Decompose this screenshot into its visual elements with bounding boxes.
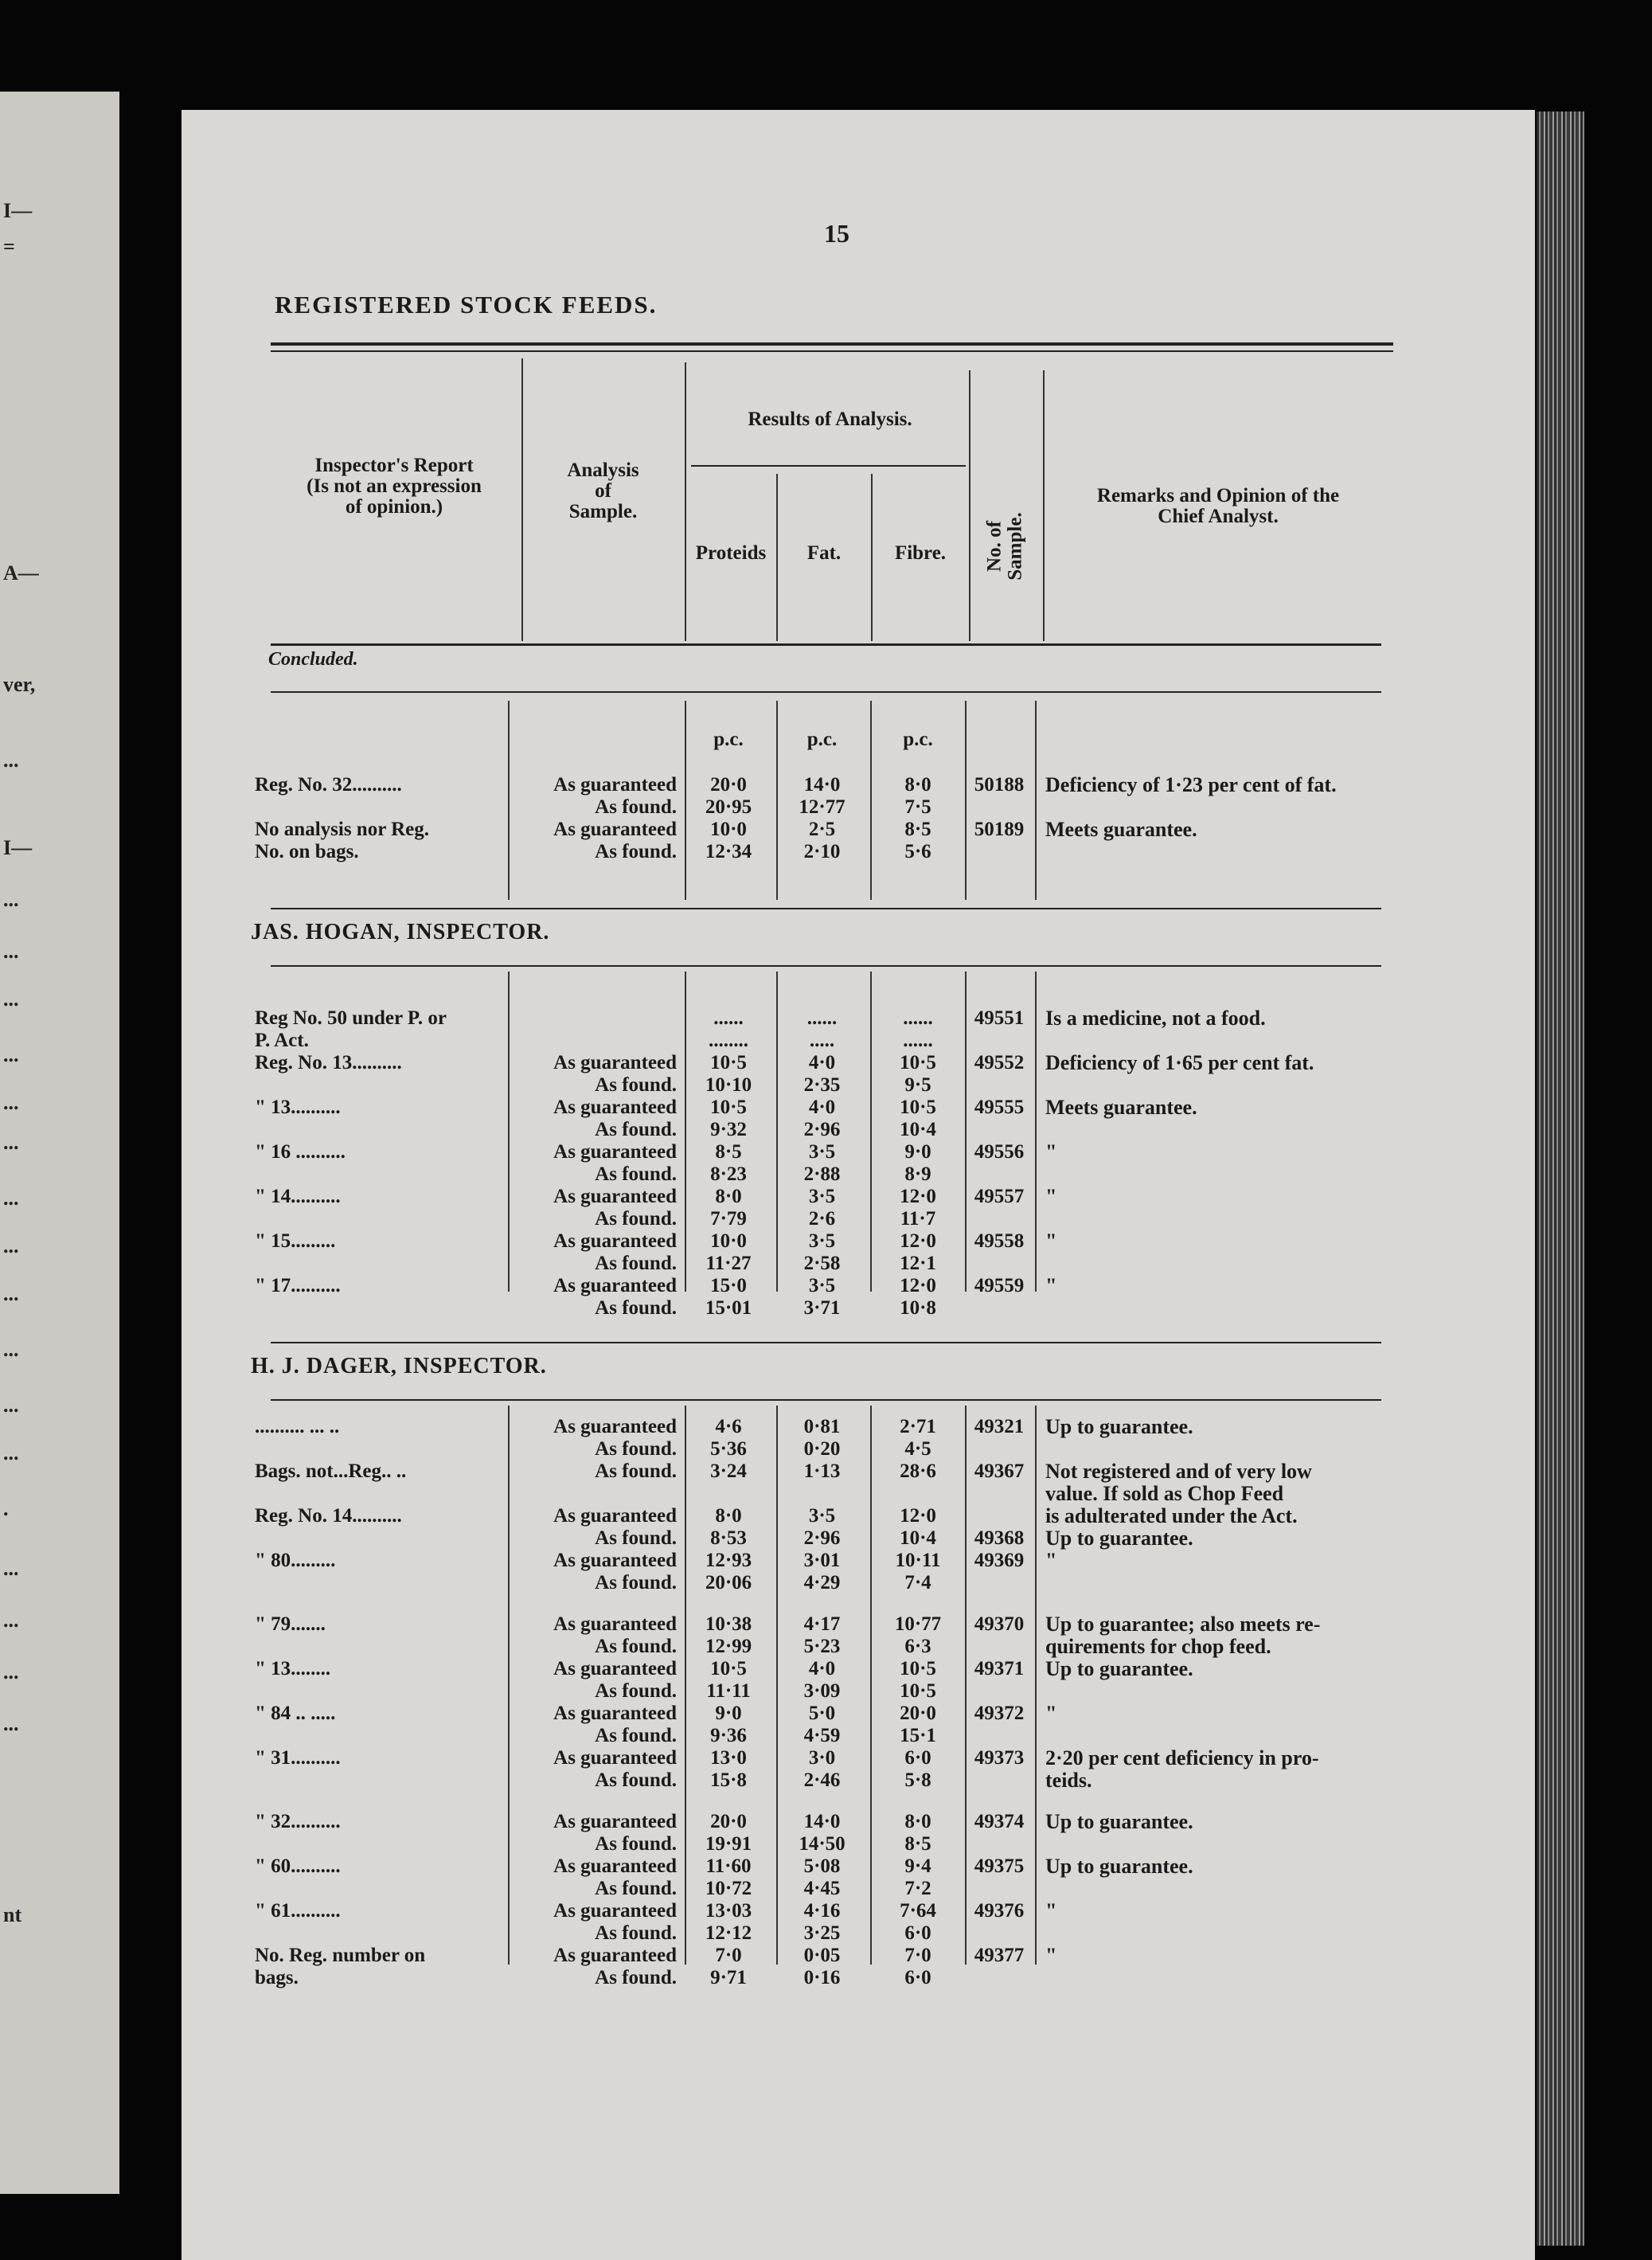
analysis-type-cell: As guaranteed <box>553 774 677 796</box>
fibre-value: 12·0 <box>900 1230 936 1252</box>
proteids-value: 9·0 <box>715 1703 742 1724</box>
proteids-value: 11·27 <box>705 1253 752 1274</box>
proteids-value: ........ <box>709 1030 748 1051</box>
remarks-cell: Not registered and of very low <box>1045 1460 1312 1483</box>
fat-value: 3·5 <box>808 1141 836 1163</box>
fat-value: 4·0 <box>808 1052 836 1073</box>
fibre-value: 8·9 <box>904 1163 931 1185</box>
fibre-value: 2·71 <box>900 1416 936 1437</box>
sample-number: 49376 <box>974 1900 1025 1922</box>
fibre-value: 11·7 <box>900 1208 936 1230</box>
section-heading: H. J. DAGER, INSPECTOR. <box>251 1354 547 1378</box>
facing-page-fragment: nt <box>3 1903 22 1926</box>
remarks-cell: Up to guarantee. <box>1045 1415 1193 1438</box>
inspector-report-cell: " 14.......... <box>255 1186 341 1207</box>
proteids-value: 8·0 <box>715 1505 742 1527</box>
analysis-type-cell: As found. <box>595 1297 677 1319</box>
fat-value: 3·5 <box>808 1275 836 1296</box>
fibre-value: 7·4 <box>904 1572 931 1593</box>
analysis-type-cell: As guaranteed <box>553 1550 677 1571</box>
fibre-value: 10·8 <box>900 1297 936 1319</box>
facing-page-fragment: ... <box>3 1234 19 1257</box>
sample-number: 49556 <box>974 1141 1025 1163</box>
analysis-type-cell: As guaranteed <box>553 1855 677 1877</box>
fat-value: 2·58 <box>803 1253 841 1274</box>
analysis-type-cell: As found. <box>595 1074 677 1096</box>
proteids-value: 10·5 <box>710 1052 747 1073</box>
inspector-report-cell: " 31.......... <box>255 1747 341 1769</box>
analysis-type-cell: As guaranteed <box>553 1230 677 1252</box>
proteids-value: 20·95 <box>705 796 752 818</box>
col-divider <box>1035 1406 1037 1965</box>
facing-page-fragment: . <box>3 1497 9 1520</box>
fibre-value: 8·5 <box>904 1833 931 1855</box>
fibre-value: 10·77 <box>894 1613 942 1635</box>
facing-page-fragment: ... <box>3 1609 19 1632</box>
sample-number: 49377 <box>974 1945 1025 1966</box>
inspector-report-cell: " 13.......... <box>255 1097 341 1118</box>
proteids-value: 8·53 <box>710 1527 747 1549</box>
fibre-value: 5·6 <box>904 841 931 862</box>
fat-value: 3·5 <box>808 1505 836 1527</box>
proteids-value: 10·38 <box>705 1613 752 1635</box>
proteids-value: 20·06 <box>705 1572 752 1593</box>
fibre-value: 10·5 <box>900 1097 936 1118</box>
header-inspector-report: Inspector's Report (Is not an expression of opinion.) <box>307 455 482 518</box>
remarks-cell: Deficiency of 1·23 per cent of fat. <box>1045 773 1337 796</box>
proteids-value: 13·0 <box>710 1747 747 1769</box>
inspector-report-cell: Reg. No. 32.......... <box>255 774 402 796</box>
proteids-value: 9·71 <box>710 1967 747 1988</box>
fibre-value: 8·5 <box>904 819 931 840</box>
remarks-cell: Up to guarantee. <box>1045 1527 1193 1550</box>
remarks-cell: value. If sold as Chop Feed <box>1045 1482 1284 1505</box>
inspector-report-cell: No analysis nor Reg. <box>255 819 430 840</box>
sample-number: 49375 <box>974 1855 1025 1877</box>
fibre-value: 4·5 <box>904 1438 931 1460</box>
sample-number: 49369 <box>974 1550 1025 1571</box>
header-fat: Fat. <box>806 542 842 564</box>
fat-value: 2·6 <box>808 1208 836 1230</box>
analysis-type-cell: As guaranteed <box>553 1505 677 1527</box>
proteids-value: 10·0 <box>710 819 747 840</box>
proteids-value: 8·5 <box>715 1141 742 1163</box>
fat-value: 3·01 <box>803 1550 841 1571</box>
facing-page-fragment: ... <box>3 940 19 963</box>
proteids-value: 11·60 <box>705 1855 752 1877</box>
fibre-value: 6·0 <box>904 1922 931 1944</box>
page-number: 15 <box>824 219 849 248</box>
sample-number: 49557 <box>974 1186 1025 1207</box>
section-rule <box>271 908 1381 909</box>
inspector-report-cell: bags. <box>255 1967 299 1988</box>
col-divider <box>521 358 523 641</box>
sample-number: 49367 <box>974 1460 1025 1482</box>
analysis-type-cell: As found. <box>595 841 677 862</box>
header-remarks: Remarks and Opinion of the Chief Analyst. <box>1096 485 1340 527</box>
sample-number: 49373 <box>974 1747 1025 1769</box>
remarks-cell: teids. <box>1045 1769 1092 1792</box>
header-results: Results of Analysis. <box>748 409 912 430</box>
facing-page-fragment: ... <box>3 1557 19 1580</box>
fat-value: 14·0 <box>803 1811 841 1832</box>
fibre-value: 7·0 <box>904 1945 931 1966</box>
fibre-value: 10·4 <box>900 1527 936 1549</box>
col-divider <box>776 474 778 641</box>
sample-number: 49371 <box>974 1658 1025 1679</box>
proteids-value: 9·32 <box>710 1119 747 1140</box>
analysis-type-cell: As guaranteed <box>553 1275 677 1296</box>
remarks-cell: " <box>1045 1899 1057 1922</box>
facing-page-fragment: ... <box>3 1282 19 1305</box>
proteids-value: 10·72 <box>705 1878 752 1899</box>
header-bottom-rule <box>271 643 1381 646</box>
facing-page-fragment: I— <box>3 199 33 222</box>
inspector-report-cell: Reg. No. 13.......... <box>255 1052 402 1073</box>
remarks-cell: 2·20 per cent deficiency in pro- <box>1045 1746 1319 1769</box>
sample-number: 49552 <box>974 1052 1025 1073</box>
fat-value: 14·50 <box>799 1833 846 1855</box>
fat-value: 2·88 <box>803 1163 841 1185</box>
concluded-label: Concluded. <box>268 649 358 670</box>
header-top-rule <box>271 342 1393 346</box>
fat-value: 2·96 <box>803 1119 841 1140</box>
remarks-cell: Deficiency of 1·65 per cent fat. <box>1045 1051 1314 1074</box>
facing-page-fragment: ... <box>3 1441 19 1464</box>
sample-number: 49370 <box>974 1613 1025 1635</box>
proteids-value: 12·34 <box>705 841 752 862</box>
fibre-value: 9·5 <box>904 1074 931 1096</box>
fibre-value: 5·8 <box>904 1769 931 1791</box>
sample-number: 49551 <box>974 1007 1025 1029</box>
inspector-report-cell: " 80......... <box>255 1550 336 1571</box>
fibre-value: 7·5 <box>904 796 931 818</box>
remarks-cell: " <box>1045 1274 1057 1297</box>
proteids-value: 12·12 <box>705 1922 752 1944</box>
fibre-value: 20·0 <box>900 1703 936 1724</box>
fibre-value: 12·1 <box>900 1253 936 1274</box>
inspector-report-cell: " 79....... <box>255 1613 326 1635</box>
analysis-type-cell: As guaranteed <box>553 1141 677 1163</box>
analysis-type-cell: As found. <box>595 1119 677 1140</box>
header-sample-no: No. of Sample. <box>983 512 1026 581</box>
analysis-type-cell: As found. <box>595 1725 677 1746</box>
inspector-report-cell: " 32.......... <box>255 1811 341 1832</box>
sample-number: 49321 <box>974 1416 1025 1437</box>
sample-number: 49368 <box>974 1527 1025 1549</box>
analysis-type-cell: As guaranteed <box>553 1900 677 1922</box>
remarks-cell: Meets guarantee. <box>1045 1096 1197 1119</box>
analysis-type-cell: As found. <box>595 1253 677 1274</box>
analysis-type-cell: As guaranteed <box>553 819 677 840</box>
analysis-type-cell: As found. <box>595 1878 677 1899</box>
proteids-value: ...... <box>713 1007 744 1029</box>
fibre-value: ...... <box>903 1007 933 1029</box>
analysis-type-cell: As found. <box>595 1833 677 1855</box>
col-divider <box>1043 370 1045 641</box>
analysis-type-cell: As guaranteed <box>553 1416 677 1437</box>
proteids-value: 13·03 <box>705 1900 752 1922</box>
analysis-type-cell: As found. <box>595 1527 677 1549</box>
fibre-value: 28·6 <box>900 1460 936 1482</box>
analysis-type-cell: As found. <box>595 1967 677 1988</box>
analysis-type-cell: As guaranteed <box>553 1945 677 1966</box>
fibre-value: 7·64 <box>900 1900 936 1922</box>
sample-number: 50188 <box>974 774 1025 796</box>
remarks-cell: " <box>1045 1230 1057 1253</box>
section-rule <box>271 1399 1381 1401</box>
proteids-value: 7·0 <box>715 1945 742 1966</box>
fat-value: 3·71 <box>803 1297 841 1319</box>
remarks-cell: quirements for chop feed. <box>1045 1635 1271 1658</box>
analysis-type-cell: As guaranteed <box>553 1052 677 1073</box>
section-rule <box>271 1342 1381 1343</box>
remarks-cell: Up to guarantee; also meets re- <box>1045 1613 1321 1636</box>
fibre-value: 10·5 <box>900 1658 936 1679</box>
sample-number: 49374 <box>974 1811 1025 1832</box>
remarks-cell: Meets guarantee. <box>1045 818 1197 841</box>
fibre-value: 12·0 <box>900 1186 936 1207</box>
fibre-value: 10·11 <box>895 1550 941 1571</box>
col-divider <box>969 370 971 641</box>
analysis-type-cell: As found. <box>595 1572 677 1593</box>
fat-value: 2·10 <box>803 841 841 862</box>
inspector-report-cell: .......... ... .. <box>255 1416 340 1437</box>
header-top-rule-thin <box>271 350 1393 352</box>
facing-page-fragment: ... <box>3 1187 19 1210</box>
fibre-value: 7·2 <box>904 1878 931 1899</box>
fat-value: 4·0 <box>808 1097 836 1118</box>
remarks-cell: " <box>1045 1944 1057 1967</box>
sample-number: 49372 <box>974 1703 1025 1724</box>
page-title: REGISTERED STOCK FEEDS. <box>275 291 658 319</box>
remarks-cell: " <box>1045 1702 1057 1725</box>
fibre-value: 9·4 <box>904 1855 931 1877</box>
proteids-value: 7·79 <box>710 1208 747 1230</box>
fat-value: 3·5 <box>808 1186 836 1207</box>
proteids-value: 19·91 <box>705 1833 752 1855</box>
facing-page-fragment: ... <box>3 1712 19 1735</box>
fat-value: 14·0 <box>803 774 841 796</box>
analysis-type-cell: As found. <box>595 1769 677 1791</box>
proteids-value: 4·6 <box>715 1416 742 1437</box>
facing-page-fragment: ... <box>3 749 19 772</box>
proteids-value: 8·23 <box>710 1163 747 1185</box>
inspector-report-cell: " 16 .......... <box>255 1141 346 1163</box>
fibre-value: 12·0 <box>900 1505 936 1527</box>
proteids-value: 12·93 <box>705 1550 752 1571</box>
facing-page-fragment: ver, <box>3 673 36 696</box>
inspector-report-cell: " 17.......... <box>255 1275 341 1296</box>
sample-number: 49555 <box>974 1097 1025 1118</box>
fat-value: 4·59 <box>803 1725 841 1746</box>
fibre-value: 10·5 <box>900 1052 936 1073</box>
fat-value: ..... <box>809 1030 835 1051</box>
fibre-value: 6·3 <box>904 1636 931 1657</box>
fat-value: 4·0 <box>808 1658 836 1679</box>
fibre-value: 12·0 <box>900 1275 936 1296</box>
remarks-cell: Is a medicine, not a food. <box>1045 1007 1266 1030</box>
proteids-value: 15·0 <box>710 1275 747 1296</box>
proteids-value: 20·0 <box>710 774 747 796</box>
proteids-value: 8·0 <box>715 1186 742 1207</box>
remarks-cell: " <box>1045 1185 1057 1208</box>
fibre-value: 10·4 <box>900 1119 936 1140</box>
fat-value: 4·16 <box>803 1900 841 1922</box>
analysis-type-cell: As guaranteed <box>553 1811 677 1832</box>
fat-value: 1·13 <box>803 1460 841 1482</box>
col-divider <box>1035 701 1037 900</box>
analysis-type-cell: As guaranteed <box>553 1658 677 1679</box>
proteids-value: 10·5 <box>710 1097 747 1118</box>
remarks-cell: " <box>1045 1549 1057 1572</box>
fat-value: 3·09 <box>803 1680 841 1702</box>
fibre-value: ...... <box>903 1030 933 1051</box>
header-analysis: Analysis of Sample. <box>567 459 639 522</box>
fat-value: 2·35 <box>803 1074 841 1096</box>
fibre-value: 8·0 <box>904 1811 931 1832</box>
analysis-type-cell: As found. <box>595 1438 677 1460</box>
analysis-type-cell: As found. <box>595 796 677 818</box>
analysis-type-cell: As guaranteed <box>553 1097 677 1118</box>
fibre-value: 9·0 <box>904 1141 931 1163</box>
fat-value: 3·0 <box>808 1747 836 1769</box>
analysis-type-cell: As guaranteed <box>553 1613 677 1635</box>
facing-page-edge <box>0 92 119 2194</box>
proteids-value: 15·01 <box>705 1297 752 1319</box>
analysis-type-cell: As found. <box>595 1922 677 1944</box>
facing-page-fragment: ... <box>3 1131 19 1154</box>
facing-page-fragment: ... <box>3 1660 19 1683</box>
facing-page-fragment: ... <box>3 1043 19 1066</box>
analysis-type-cell: As found. <box>595 1680 677 1702</box>
fat-value: 2·96 <box>803 1527 841 1549</box>
analysis-type-cell: As guaranteed <box>553 1186 677 1207</box>
analysis-type-cell: As found. <box>595 1460 677 1482</box>
inspector-report-cell: No. Reg. number on <box>255 1945 426 1966</box>
inspector-report-cell: P. Act. <box>255 1030 309 1051</box>
fat-value: 5·08 <box>803 1855 841 1877</box>
section-rule <box>271 691 1381 693</box>
remarks-cell: is adulterated under the Act. <box>1045 1504 1298 1527</box>
analysis-type-cell: As found. <box>595 1636 677 1657</box>
header-fibre: Fibre. <box>894 542 947 564</box>
fat-value: 0·81 <box>803 1416 841 1437</box>
page-stack-edge <box>1537 111 1584 2246</box>
fat-value: 3·5 <box>808 1230 836 1252</box>
facing-page-fragment: = <box>3 235 15 258</box>
inspector-report-cell: Bags. not...Reg.. .. <box>255 1460 407 1482</box>
facing-page-fragment: ... <box>3 987 19 1011</box>
facing-page-fragment: ... <box>3 888 19 911</box>
proteids-value: 3·24 <box>710 1460 747 1482</box>
inspector-report-cell: Reg. No. 14.......... <box>255 1505 402 1527</box>
fat-value: 2·5 <box>808 819 836 840</box>
proteids-value: 10·0 <box>710 1230 747 1252</box>
fibre-value: 6·0 <box>904 1747 931 1769</box>
section-rule <box>271 965 1381 967</box>
fat-value: 2·46 <box>803 1769 841 1791</box>
remarks-cell: " <box>1045 1140 1057 1163</box>
remarks-cell: Up to guarantee. <box>1045 1810 1193 1833</box>
fat-value: 0·20 <box>803 1438 841 1460</box>
col-divider <box>1035 972 1037 1292</box>
fat-value: 4·29 <box>803 1572 841 1593</box>
unit-label: p.c. <box>806 729 838 750</box>
fibre-value: 8·0 <box>904 774 931 796</box>
facing-page-fragment: ... <box>3 1091 19 1114</box>
inspector-report-cell: Reg No. 50 under P. or <box>255 1007 447 1029</box>
analysis-type-cell: As guaranteed <box>553 1703 677 1724</box>
header-proteids: Proteids <box>695 542 767 564</box>
fibre-value: 10·5 <box>900 1680 936 1702</box>
remarks-cell: Up to guarantee. <box>1045 1657 1193 1680</box>
proteids-value: 5·36 <box>710 1438 747 1460</box>
sample-number: 49558 <box>974 1230 1025 1252</box>
facing-page-fragment: ... <box>3 1338 19 1361</box>
proteids-value: 9·36 <box>710 1725 747 1746</box>
inspector-report-cell: " 13........ <box>255 1658 331 1679</box>
remarks-cell: Up to guarantee. <box>1045 1855 1193 1878</box>
analysis-type-cell: As guaranteed <box>553 1747 677 1769</box>
col-divider <box>685 362 686 641</box>
facing-page-fragment: A— <box>3 561 39 585</box>
sample-number: 50189 <box>974 819 1025 840</box>
fat-value: ...... <box>806 1007 838 1029</box>
inspector-report-cell: No. on bags. <box>255 841 359 862</box>
inspector-report-cell: " 15......... <box>255 1230 336 1252</box>
results-underline <box>691 465 966 467</box>
fibre-value: 15·1 <box>900 1725 936 1746</box>
fat-value: 4·17 <box>803 1613 841 1635</box>
fat-value: 0·05 <box>803 1945 841 1966</box>
unit-label: p.c. <box>903 729 933 750</box>
unit-label: p.c. <box>713 729 744 750</box>
proteids-value: 10·5 <box>710 1658 747 1679</box>
fat-value: 5·0 <box>808 1703 836 1724</box>
proteids-value: 12·99 <box>705 1636 752 1657</box>
inspector-report-cell: " 60.......... <box>255 1855 341 1877</box>
proteids-value: 11·11 <box>706 1680 751 1702</box>
proteids-value: 10·10 <box>705 1074 752 1096</box>
fat-value: 3·25 <box>803 1922 841 1944</box>
inspector-report-cell: " 84 .. ..... <box>255 1703 336 1724</box>
sample-number: 49559 <box>974 1275 1025 1296</box>
fat-value: 5·23 <box>803 1636 841 1657</box>
fibre-value: 6·0 <box>904 1967 931 1988</box>
fat-value: 4·45 <box>803 1878 841 1899</box>
fat-value: 0·16 <box>803 1967 841 1988</box>
analysis-type-cell: As found. <box>595 1163 677 1185</box>
section-heading: JAS. HOGAN, INSPECTOR. <box>251 920 550 944</box>
facing-page-fragment: ... <box>3 1394 19 1417</box>
proteids-value: 15·8 <box>710 1769 747 1791</box>
analysis-type-cell: As found. <box>595 1208 677 1230</box>
col-divider <box>871 474 873 641</box>
inspector-report-cell: " 61.......... <box>255 1900 341 1922</box>
fat-value: 12·77 <box>799 796 846 818</box>
facing-page-fragment: I— <box>3 836 33 859</box>
proteids-value: 20·0 <box>710 1811 747 1832</box>
